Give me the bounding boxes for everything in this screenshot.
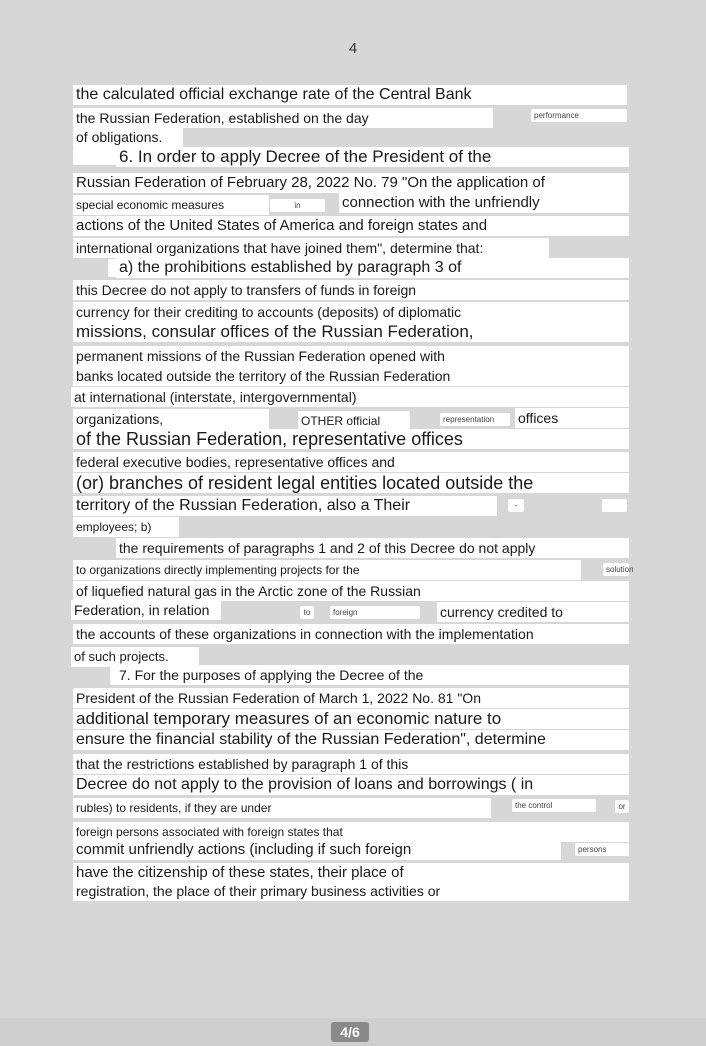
text-line: territory of the Russian Federation, also a Their bbox=[73, 496, 497, 516]
text-line: of liquefied natural gas in the Arctic zone of the Russian bbox=[73, 581, 629, 601]
text-line: rubles) to residents, if they are under bbox=[73, 798, 491, 818]
fragment-chip: representation bbox=[440, 413, 510, 426]
text-line: registration, the place of their primary business activities or bbox=[73, 881, 629, 901]
indent-pad bbox=[73, 147, 119, 165]
text-line: international organizations that have joined them", determine that: bbox=[73, 238, 549, 258]
text-line: 7. For the purposes of applying the Decree of the bbox=[116, 665, 629, 685]
text-line: this Decree do not apply to transfers of funds in foreign bbox=[73, 280, 629, 300]
text-line: a) the prohibitions established by paragraph 3 of bbox=[116, 258, 629, 278]
text-line: currency for their crediting to accounts (deposits) of diplomatic bbox=[73, 302, 629, 322]
text-line: Russian Federation of February 28, 2022 No. 79 "On the application of bbox=[73, 173, 629, 193]
text-line: of obligations. bbox=[73, 127, 183, 147]
text-line: currency credited to bbox=[437, 602, 629, 622]
fragment-chip: solution bbox=[603, 563, 629, 576]
text-line: connection with the unfriendly bbox=[339, 193, 629, 213]
fragment-chip bbox=[602, 499, 627, 512]
text-line: commit unfriendly actions (including if such foreign bbox=[73, 840, 561, 860]
text-line: organizations, bbox=[73, 409, 269, 429]
text-line: at international (interstate, intergovernmental) bbox=[71, 387, 629, 407]
fragment-chip: or bbox=[615, 800, 629, 813]
page-indicator[interactable]: 4/6 bbox=[331, 1022, 369, 1042]
text-line: federal executive bodies, representative offices and bbox=[73, 452, 629, 472]
text-line: offices bbox=[515, 408, 629, 428]
text-line: employees; b) bbox=[73, 517, 179, 537]
text-line: 6. In order to apply Decree of the President of the bbox=[116, 147, 629, 167]
text-line: additional temporary measures of an economic nature to bbox=[73, 709, 629, 729]
text-line: have the citizenship of these states, their place of bbox=[73, 863, 629, 883]
text-line: the requirements of paragraphs 1 and 2 of this Decree do not apply bbox=[116, 538, 629, 558]
text-line: foreign persons associated with foreign states that bbox=[73, 822, 629, 842]
page-number: 4 bbox=[348, 40, 358, 57]
text-line: of the Russian Federation, representative offices bbox=[73, 429, 629, 449]
text-line: permanent missions of the Russian Federation opened with bbox=[73, 346, 629, 366]
text-line: banks located outside the territory of the Russian Federation bbox=[73, 366, 629, 386]
fragment-chip: to bbox=[300, 606, 314, 619]
text-line: OTHER official bbox=[298, 411, 410, 431]
text-line: missions, consular offices of the Russian Federation, bbox=[73, 322, 629, 342]
text-line: ensure the financial stability of the Russian Federation", determine bbox=[73, 730, 629, 750]
fragment-chip: performance bbox=[531, 109, 627, 122]
fragment-chip: - bbox=[508, 499, 524, 512]
fragment-chip: persons bbox=[575, 843, 629, 856]
text-line: the Russian Federation, established on the day bbox=[73, 108, 493, 128]
text-line: special economic measures bbox=[73, 195, 269, 215]
text-line: that the restrictions established by paragraph 1 of this bbox=[73, 754, 629, 774]
text-line: Decree do not apply to the provision of loans and borrowings ( in bbox=[73, 775, 629, 795]
fragment-chip: in bbox=[270, 199, 325, 212]
text-line: (or) branches of resident legal entities located outside the bbox=[73, 473, 629, 493]
text-line: actions of the United States of America and foreign states and bbox=[73, 216, 629, 236]
text-line: the calculated official exchange rate of the Central Bank bbox=[73, 85, 627, 105]
fragment-chip: foreign bbox=[330, 606, 420, 619]
text-line: the accounts of these organizations in connection with the implementation bbox=[73, 624, 629, 644]
text-line: President of the Russian Federation of March 1, 2022 No. 81 "On bbox=[73, 688, 629, 708]
text-line: of such projects. bbox=[71, 647, 199, 667]
fragment-chip: the control bbox=[512, 799, 596, 812]
text-line: to organizations directly implementing projects for the bbox=[73, 560, 581, 580]
text-line: Federation, in relation bbox=[71, 600, 221, 620]
